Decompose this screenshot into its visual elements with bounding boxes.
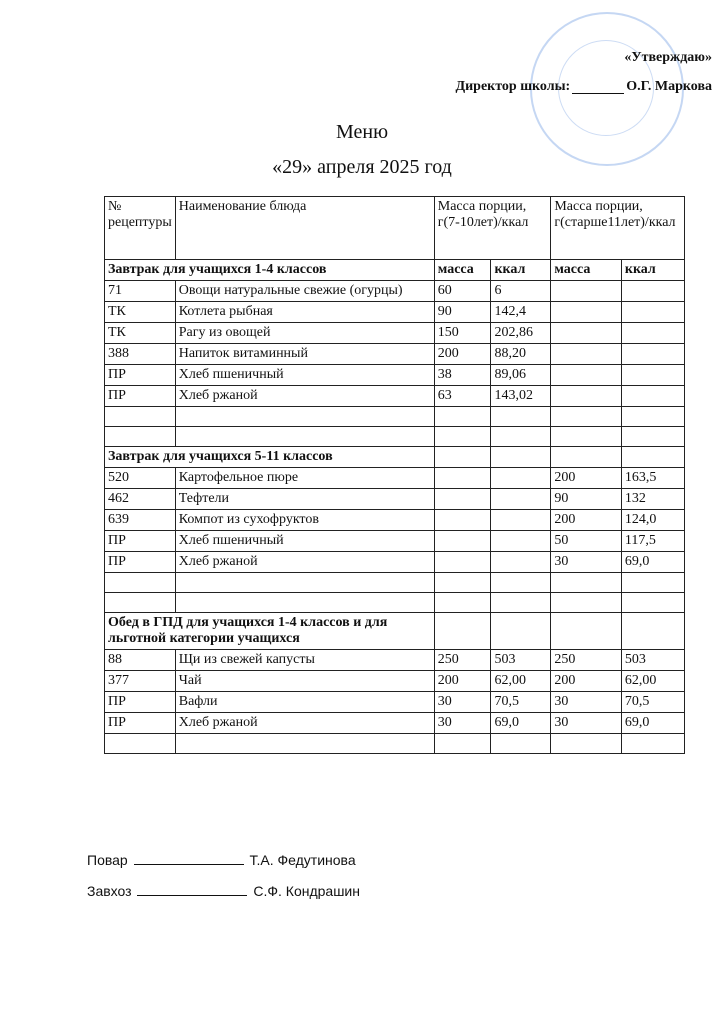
supply-manager-signature-line	[137, 883, 247, 896]
mass-7-10-cell	[434, 407, 491, 427]
recipe-number-cell: ТК	[105, 302, 176, 323]
director-signature-line	[572, 81, 624, 94]
recipe-number-cell: 377	[105, 671, 176, 692]
section-header-row	[105, 260, 685, 281]
mass-7-10-cell	[434, 573, 491, 593]
table-row	[105, 302, 685, 323]
kcal-11-plus-cell	[621, 323, 684, 344]
recipe-number-cell	[105, 573, 176, 593]
recipe-number-cell: ПР	[105, 713, 176, 734]
cook-signature-line	[134, 852, 244, 865]
mass-7-10-cell	[434, 593, 491, 613]
kcal-7-10-cell: 503	[491, 650, 551, 671]
kcal-11-plus-cell	[621, 573, 684, 593]
table-header-row	[105, 197, 685, 260]
recipe-number-cell	[105, 734, 176, 754]
kcal-11-plus-cell	[621, 281, 684, 302]
kcal-11-plus-cell: 69,0	[621, 713, 684, 734]
mass-11-plus-cell: 50	[551, 531, 622, 552]
mass-11-plus-cell: 250	[551, 650, 622, 671]
kcal-7-10-cell	[491, 531, 551, 552]
section-subheader: масса	[434, 260, 491, 281]
kcal-11-plus-cell: 69,0	[621, 552, 684, 573]
cook-label: Повар	[87, 852, 128, 868]
section-header-empty-cell	[491, 447, 551, 468]
dish-name-cell: Компот из сухофруктов	[175, 510, 434, 531]
section-header-empty-cell	[491, 613, 551, 650]
dish-name-cell	[175, 734, 434, 754]
mass-11-plus-cell	[551, 281, 622, 302]
mass-11-plus-cell	[551, 407, 622, 427]
section-header-empty-cell	[621, 447, 684, 468]
section-title: Обед в ГПД для учащихся 1-4 классов и для льготной категории учащихся	[105, 613, 435, 650]
recipe-number-cell: 639	[105, 510, 176, 531]
director-name: О.Г. Маркова	[626, 79, 712, 94]
dish-name-cell: Рагу из овощей	[175, 323, 434, 344]
approval-heading: «Утверждаю»	[624, 50, 712, 65]
table-row	[105, 344, 685, 365]
mass-7-10-cell	[434, 489, 491, 510]
recipe-number-cell: ПР	[105, 531, 176, 552]
section-subheader: масса	[551, 260, 622, 281]
mass-11-plus-cell	[551, 323, 622, 344]
kcal-11-plus-cell	[621, 302, 684, 323]
kcal-11-plus-cell	[621, 593, 684, 613]
dish-name-cell	[175, 593, 434, 613]
director-label: Директор школы:	[455, 79, 571, 94]
kcal-11-plus-cell	[621, 386, 684, 407]
kcal-7-10-cell	[491, 407, 551, 427]
recipe-number-cell: ПР	[105, 552, 176, 573]
mass-11-plus-cell: 90	[551, 489, 622, 510]
supply-manager-name: С.Ф. Кондрашин	[253, 883, 360, 899]
dish-name-cell	[175, 427, 434, 447]
mass-11-plus-cell	[551, 302, 622, 323]
section-header-empty-cell	[434, 447, 491, 468]
mass-11-plus-cell	[551, 734, 622, 754]
dish-name-cell: Хлеб ржаной	[175, 713, 434, 734]
mass-7-10-cell	[434, 468, 491, 489]
section-header-row	[105, 613, 685, 650]
kcal-11-plus-cell: 132	[621, 489, 684, 510]
cook-signature	[87, 852, 356, 868]
recipe-number-cell	[105, 427, 176, 447]
table-row	[105, 365, 685, 386]
mass-11-plus-cell: 30	[551, 692, 622, 713]
kcal-7-10-cell: 142,4	[491, 302, 551, 323]
kcal-7-10-cell: 202,86	[491, 323, 551, 344]
mass-11-plus-cell: 200	[551, 510, 622, 531]
dish-name-cell: Хлеб пшеничный	[175, 531, 434, 552]
dish-name-cell: Картофельное пюре	[175, 468, 434, 489]
table-row	[105, 573, 685, 593]
dish-name-cell: Хлеб ржаной	[175, 552, 434, 573]
recipe-number-cell: 462	[105, 489, 176, 510]
mass-7-10-cell: 200	[434, 671, 491, 692]
recipe-number-cell: 388	[105, 344, 176, 365]
kcal-7-10-cell	[491, 427, 551, 447]
table-row	[105, 734, 685, 754]
table-row	[105, 713, 685, 734]
table-row	[105, 281, 685, 302]
section-header-row	[105, 447, 685, 468]
kcal-7-10-cell	[491, 593, 551, 613]
mass-7-10-cell: 250	[434, 650, 491, 671]
mass-7-10-cell: 63	[434, 386, 491, 407]
recipe-number-cell	[105, 593, 176, 613]
menu-date: «29» апреля 2025 год	[272, 156, 452, 178]
kcal-7-10-cell: 143,02	[491, 386, 551, 407]
table-row	[105, 671, 685, 692]
table-row	[105, 323, 685, 344]
mass-11-plus-cell: 30	[551, 552, 622, 573]
supply-manager-label: Завхоз	[87, 883, 132, 899]
mass-7-10-cell	[434, 552, 491, 573]
header-portion-7-10: Масса порции, г(7-10лет)/ккал	[434, 197, 551, 260]
kcal-7-10-cell: 70,5	[491, 692, 551, 713]
mass-11-plus-cell	[551, 427, 622, 447]
mass-7-10-cell	[434, 510, 491, 531]
dish-name-cell: Напиток витаминный	[175, 344, 434, 365]
kcal-11-plus-cell	[621, 344, 684, 365]
page-title: Меню	[335, 121, 389, 143]
kcal-7-10-cell	[491, 468, 551, 489]
table-row	[105, 650, 685, 671]
section-title: Завтрак для учащихся 5-11 классов	[105, 447, 435, 468]
mass-11-plus-cell: 30	[551, 713, 622, 734]
header-portion-11-plus: Масса порции, г(старше11лет)/ккал	[551, 197, 685, 260]
mass-7-10-cell: 60	[434, 281, 491, 302]
mass-11-plus-cell	[551, 344, 622, 365]
mass-11-plus-cell: 200	[551, 671, 622, 692]
kcal-7-10-cell: 6	[491, 281, 551, 302]
mass-7-10-cell	[434, 427, 491, 447]
kcal-7-10-cell	[491, 573, 551, 593]
kcal-7-10-cell: 62,00	[491, 671, 551, 692]
recipe-number-cell: 88	[105, 650, 176, 671]
dish-name-cell: Чай	[175, 671, 434, 692]
kcal-11-plus-cell: 163,5	[621, 468, 684, 489]
recipe-number-cell: 520	[105, 468, 176, 489]
kcal-11-plus-cell: 62,00	[621, 671, 684, 692]
table-row	[105, 407, 685, 427]
section-header-empty-cell	[621, 613, 684, 650]
mass-7-10-cell: 150	[434, 323, 491, 344]
mass-11-plus-cell	[551, 573, 622, 593]
mass-11-plus-cell	[551, 593, 622, 613]
kcal-7-10-cell	[491, 489, 551, 510]
recipe-number-cell: ТК	[105, 323, 176, 344]
table-row	[105, 427, 685, 447]
section-title: Завтрак для учащихся 1-4 классов	[105, 260, 435, 281]
menu-table	[104, 196, 685, 754]
section-header-empty-cell	[551, 447, 622, 468]
recipe-number-cell: ПР	[105, 386, 176, 407]
kcal-11-plus-cell: 503	[621, 650, 684, 671]
table-row	[105, 510, 685, 531]
mass-11-plus-cell	[551, 386, 622, 407]
mass-7-10-cell: 30	[434, 692, 491, 713]
kcal-11-plus-cell: 70,5	[621, 692, 684, 713]
dish-name-cell: Овощи натуральные свежие (огурцы)	[175, 281, 434, 302]
kcal-11-plus-cell	[621, 427, 684, 447]
recipe-number-cell: ПР	[105, 692, 176, 713]
kcal-7-10-cell	[491, 552, 551, 573]
mass-7-10-cell	[434, 531, 491, 552]
mass-7-10-cell: 200	[434, 344, 491, 365]
kcal-11-plus-cell: 117,5	[621, 531, 684, 552]
kcal-11-plus-cell	[621, 407, 684, 427]
kcal-7-10-cell	[491, 734, 551, 754]
dish-name-cell: Вафли	[175, 692, 434, 713]
dish-name-cell	[175, 573, 434, 593]
kcal-11-plus-cell	[621, 365, 684, 386]
cook-name: Т.А. Федутинова	[249, 852, 356, 868]
dish-name-cell: Котлета рыбная	[175, 302, 434, 323]
mass-7-10-cell: 38	[434, 365, 491, 386]
approval-block	[455, 50, 712, 95]
mass-7-10-cell: 30	[434, 713, 491, 734]
header-dish-name: Наименование блюда	[175, 197, 434, 260]
dish-name-cell: Хлеб ржаной	[175, 386, 434, 407]
mass-11-plus-cell	[551, 365, 622, 386]
section-subheader: ккал	[621, 260, 684, 281]
kcal-11-plus-cell	[621, 734, 684, 754]
section-header-empty-cell	[551, 613, 622, 650]
table-row	[105, 692, 685, 713]
kcal-11-plus-cell: 124,0	[621, 510, 684, 531]
mass-11-plus-cell: 200	[551, 468, 622, 489]
supply-manager-signature	[87, 883, 360, 899]
table-row	[105, 531, 685, 552]
dish-name-cell: Щи из свежей капусты	[175, 650, 434, 671]
mass-7-10-cell	[434, 734, 491, 754]
mass-7-10-cell: 90	[434, 302, 491, 323]
kcal-7-10-cell: 89,06	[491, 365, 551, 386]
section-header-empty-cell	[434, 613, 491, 650]
section-subheader: ккал	[491, 260, 551, 281]
kcal-7-10-cell: 69,0	[491, 713, 551, 734]
table-row	[105, 386, 685, 407]
dish-name-cell: Хлеб пшеничный	[175, 365, 434, 386]
table-row	[105, 468, 685, 489]
dish-name-cell	[175, 407, 434, 427]
recipe-number-cell: ПР	[105, 365, 176, 386]
header-recipe-number: № рецептуры	[105, 197, 176, 260]
table-row	[105, 593, 685, 613]
recipe-number-cell: 71	[105, 281, 176, 302]
kcal-7-10-cell: 88,20	[491, 344, 551, 365]
table-row	[105, 552, 685, 573]
recipe-number-cell	[105, 407, 176, 427]
dish-name-cell: Тефтели	[175, 489, 434, 510]
table-row	[105, 489, 685, 510]
kcal-7-10-cell	[491, 510, 551, 531]
director-line	[455, 79, 712, 95]
